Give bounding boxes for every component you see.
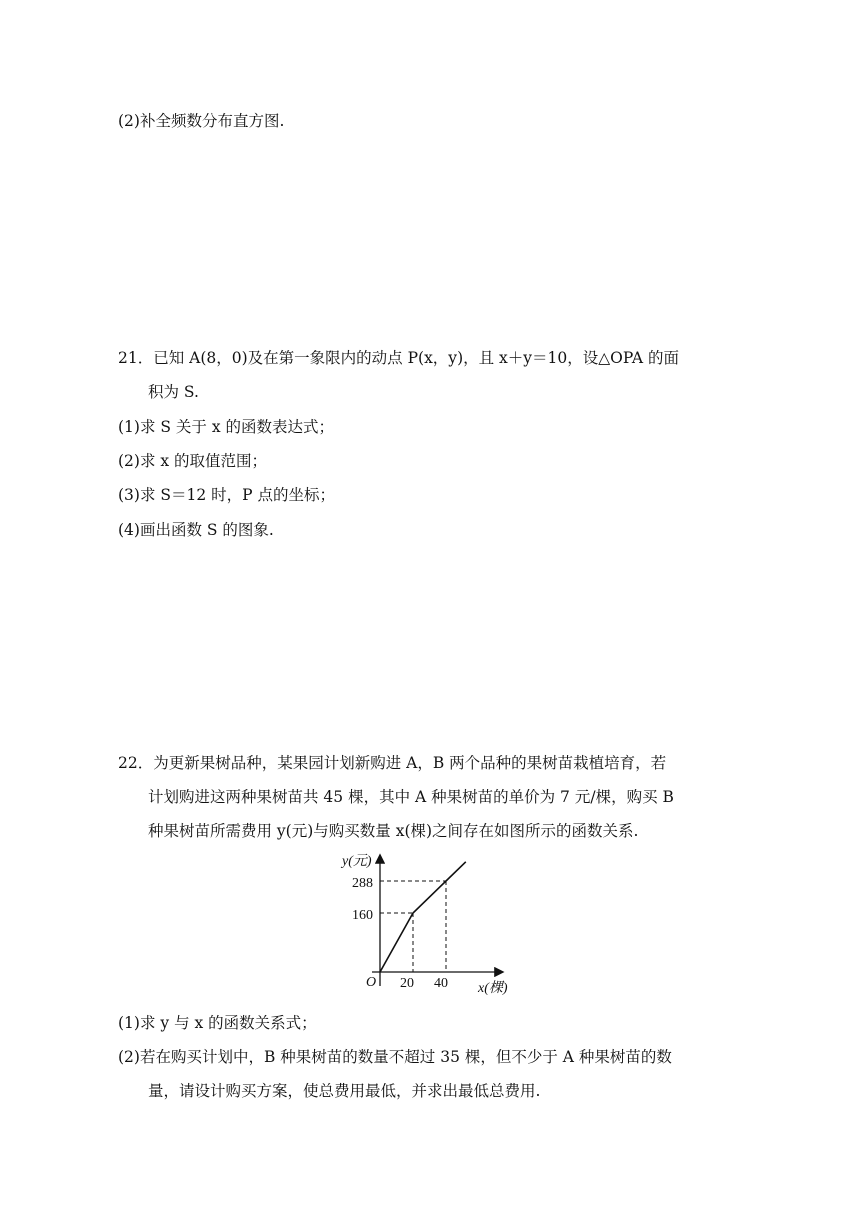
q22-stem-line2: 计划购进这两种果树苗共 45 棵，其中 A 种果树苗的单价为 7 元/棵，购买 B [148,788,674,806]
q21-part1: (1)求 S 关于 x 的函数表达式； [118,418,335,436]
origin-label: O [366,975,377,990]
q21-stem-line2: 积为 S. [148,383,199,401]
y-tick-160: 160 [352,908,373,923]
q22-part2-line1: (2)若在购买计划中，B 种果树苗的数量不超过 35 棵，但不少于 A 种果树苗的数 [118,1048,672,1066]
y-tick-288: 288 [352,876,373,891]
q22-part2-line2: 量，请设计购买方案，使总费用最低，并求出最低总费用. [148,1082,541,1100]
x-tick-40: 40 [434,976,448,991]
x-tick-20: 20 [400,976,414,991]
q21-stem-line1: 21．已知 A(8，0)及在第一象限内的动点 P(x，y)，且 x＋y＝10，设△OPA 的面 [118,349,680,367]
q20-part2: (2)补全频数分布直方图. [118,112,285,130]
series-line [380,862,466,972]
guide-lines [380,881,446,972]
q22-stem-line1: 22．为更新果树品种，某果园计划新购进 A，B 两个品种的果树苗栽植培育，若 [118,754,667,772]
y-axis-label: y(元) [342,854,372,869]
cost-function-graph [330,848,530,998]
q22-stem-line3: 种果树苗所需费用 y(元)与购买数量 x(棵)之间存在如图所示的函数关系. [148,822,639,840]
x-axis-label: x(棵) [478,981,508,996]
q21-part3: (3)求 S＝12 时，P 点的坐标； [118,486,336,504]
q21-part2: (2)求 x 的取值范围； [118,452,268,470]
q21-part4: (4)画出函数 S 的图象. [118,521,274,539]
q22-part1: (1)求 y 与 x 的函数关系式； [118,1014,317,1032]
